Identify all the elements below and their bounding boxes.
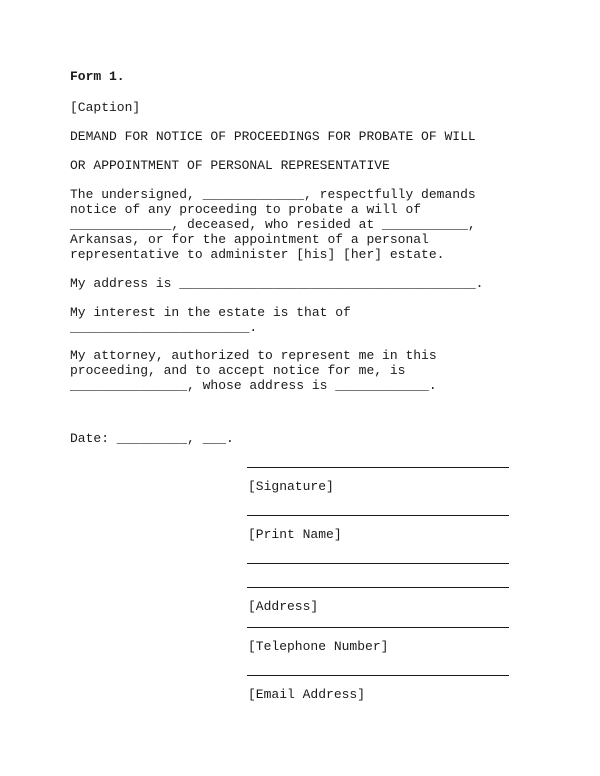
signature-label: [Signature] <box>248 479 334 494</box>
form-title: Form 1. <box>70 69 125 84</box>
address-statement: My address is ______________________________________. <box>70 276 484 291</box>
date-line: Date: _________, ___. <box>70 431 234 446</box>
address-line-2 <box>247 587 509 588</box>
heading-line-2: OR APPOINTMENT OF PERSONAL REPRESENTATIVE <box>70 158 390 173</box>
address-line-1 <box>247 563 509 564</box>
telephone-line <box>247 627 509 628</box>
email-label: [Email Address] <box>248 687 366 702</box>
heading-line-1: DEMAND FOR NOTICE OF PROCEEDINGS FOR PROBATE OF WILL <box>70 129 476 144</box>
email-line <box>247 675 509 676</box>
interest-statement: My interest in the estate is that of _______________________. <box>70 305 351 335</box>
print-name-label: [Print Name] <box>248 527 342 542</box>
attorney-statement: My attorney, authorized to represent me in this proceeding, and to accept notice for me, is _______________, whose address is ____________. <box>70 348 437 393</box>
caption-placeholder: [Caption] <box>70 100 141 115</box>
address-label: [Address] <box>248 599 319 614</box>
print-name-line <box>247 515 509 516</box>
demand-paragraph: The undersigned, _____________, respectfully demands notice of any proceeding to probate a will of _____________, deceased, who resided at ___________, Arkansas, or for the appointment of a personal representative to administer [his] [her] estate. <box>70 187 476 262</box>
signature-line <box>247 467 509 468</box>
telephone-label: [Telephone Number] <box>248 639 389 654</box>
